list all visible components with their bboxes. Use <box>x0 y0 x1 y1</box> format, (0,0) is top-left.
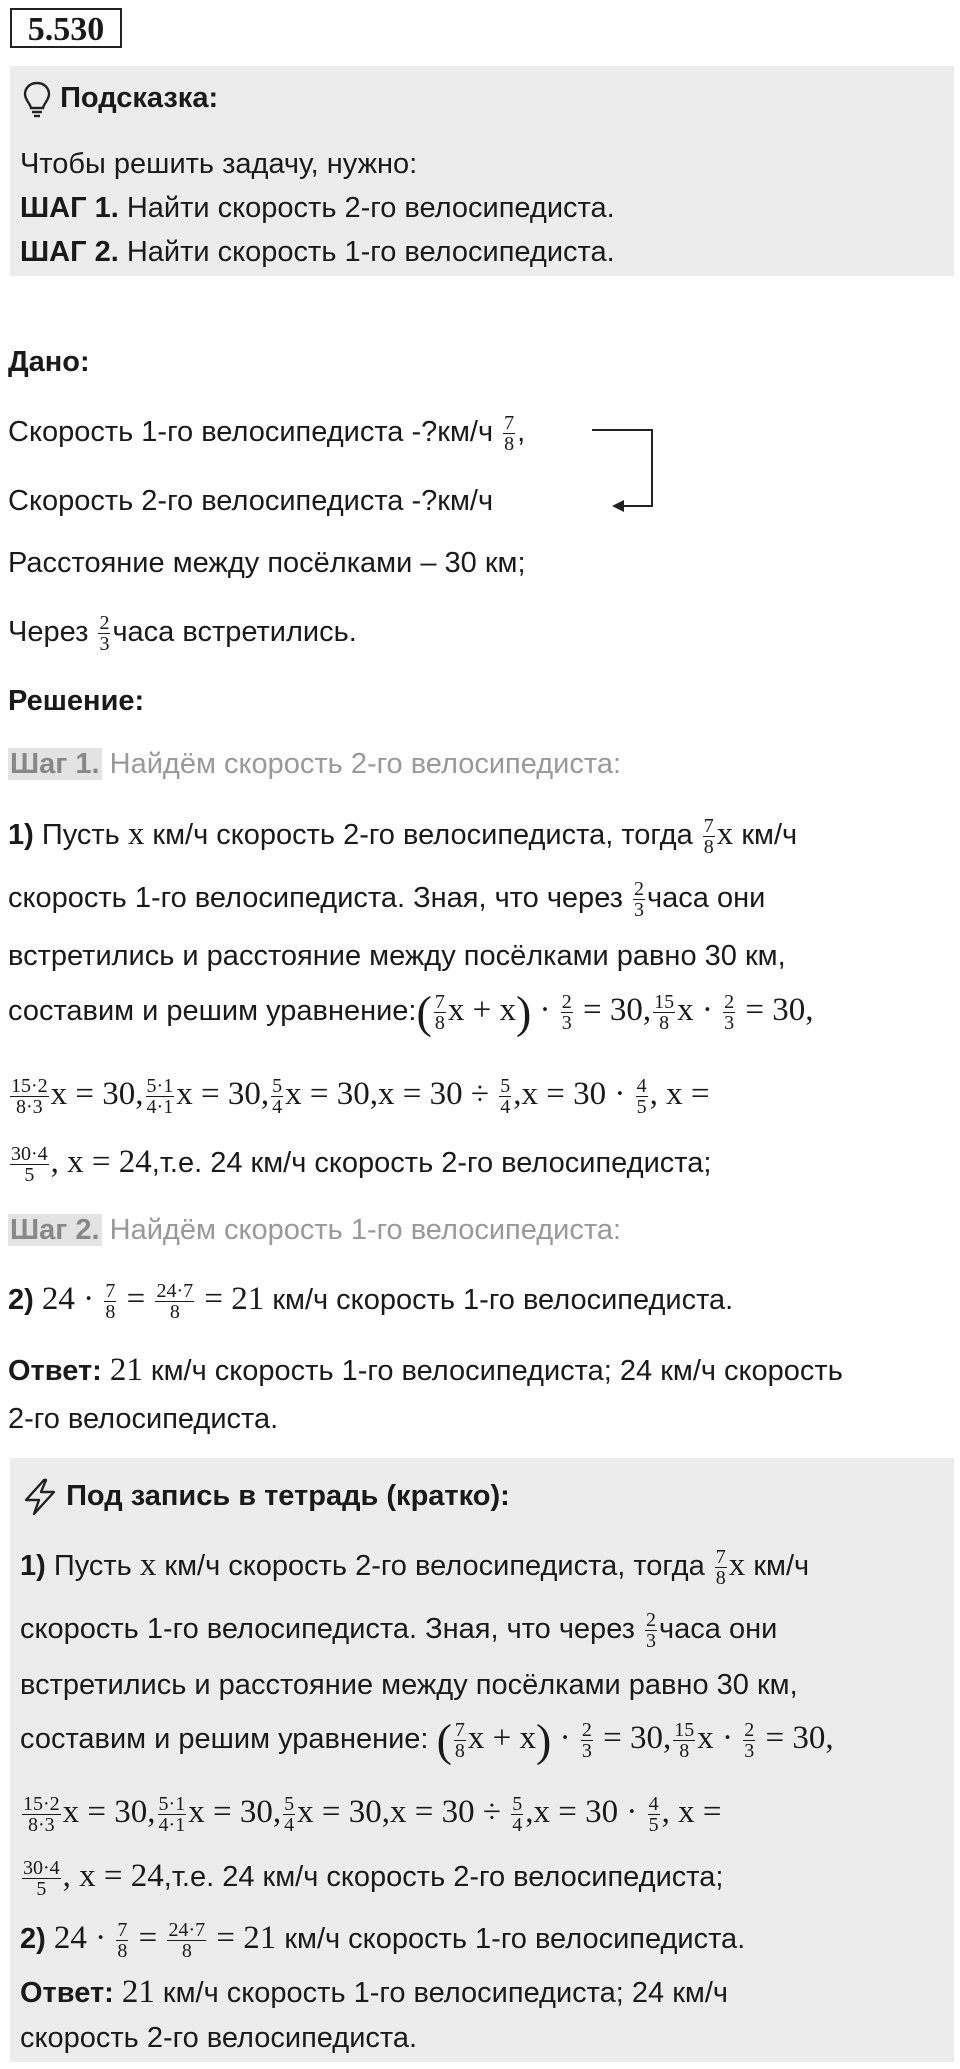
text-fragment: км/ч скорость 1-го велосипедиста; 24 км/ч скорость <box>142 1355 843 1387</box>
fraction <box>454 1720 466 1761</box>
text-fragment: скорость 1-го велосипедиста. Зная, что через <box>8 882 632 914</box>
sol-answer-line2: 2-го велосипедиста. <box>8 1403 279 1435</box>
fraction-numerator: 5 <box>512 1792 523 1815</box>
math-text: , x = <box>661 1794 722 1830</box>
nb-p2 <box>20 1918 745 1961</box>
math-text: = 21 <box>196 1281 265 1317</box>
fraction-numerator: 4 <box>648 1792 659 1815</box>
math-text: x = 30 ÷ <box>389 1794 510 1830</box>
text-fragment: км/ч скорость 1-го велосипедиста. <box>264 1284 734 1316</box>
step2-text: Найдём скорость 1-го велосипедиста: <box>101 1214 622 1246</box>
text-fragment: составим и решим уравнение: <box>8 995 417 1027</box>
math-text: x <box>127 816 145 852</box>
math-text: , <box>525 1794 534 1830</box>
fraction-denominator: 3 <box>646 1629 657 1652</box>
math-text: · <box>551 1720 579 1756</box>
fraction-denominator: 5 <box>648 1813 659 1836</box>
fraction-numerator: 2 <box>724 990 735 1013</box>
fraction <box>167 1920 206 1961</box>
bracket-arrow-icon <box>590 424 660 516</box>
fraction <box>673 1720 695 1761</box>
fraction-numerator: 30·4 <box>23 1856 60 1879</box>
text-fragment: км/ч скорость 1-го велосипедиста. <box>276 1923 746 1955</box>
fraction-denominator: 5 <box>636 1095 647 1118</box>
nb-answer-line1 <box>20 1972 728 2013</box>
fraction-numerator: 15 <box>674 1718 695 1741</box>
fraction <box>743 1720 755 1761</box>
fraction <box>434 992 446 1033</box>
text-fragment: часа они <box>647 882 766 914</box>
math-text: x <box>519 1720 537 1756</box>
fraction-denominator: 8 <box>703 835 714 858</box>
fraction <box>723 992 735 1033</box>
math-text: , x = <box>649 1076 710 1112</box>
bold-label: 1) <box>20 1550 46 1582</box>
math-text: x = 30, <box>50 1076 144 1112</box>
fraction-numerator: 5·1 <box>146 1074 174 1097</box>
bold-label: 2) <box>20 1923 46 1955</box>
given-line1 <box>8 412 525 454</box>
fraction <box>116 1920 128 1961</box>
hint-title: Подсказка: <box>60 82 219 114</box>
math-text: x <box>447 992 465 1028</box>
math-text: x <box>697 1720 714 1756</box>
hint-step1-text: Найти скорость 2-го велосипедиста. <box>118 192 615 224</box>
fraction-numerator: 5 <box>272 1074 283 1097</box>
parenthesis: ) <box>536 1714 552 1766</box>
math-text: , x = 24 <box>50 1144 152 1180</box>
bold-label: Ответ: <box>20 1977 114 2009</box>
bold-label: 1) <box>8 819 34 851</box>
text-fragment: составим и решим уравнение: <box>20 1723 437 1755</box>
fraction <box>636 1076 648 1117</box>
text-fragment: Пусть <box>45 1550 140 1582</box>
math-text: 21 <box>121 1974 155 2010</box>
fraction <box>283 1794 295 1835</box>
fraction-numerator: 2 <box>581 1718 592 1741</box>
fraction-numerator: 7 <box>715 1545 726 1568</box>
math-text: x <box>139 1547 157 1583</box>
step1-text: Найдём скорость 2-го велосипедиста: <box>101 748 622 780</box>
math-text: = 21 <box>208 1920 277 1956</box>
math-text: , x = 24 <box>62 1858 164 1894</box>
text-fragment: ,т.е. 24 км/ч скорость 2-го велосипедиста; <box>151 1147 712 1179</box>
text-fragment: часа встретились. <box>112 616 357 648</box>
sol-p1-line5 <box>8 1074 709 1117</box>
fraction <box>158 1794 187 1835</box>
math-text: = <box>118 1281 154 1317</box>
fraction-denominator: 8 <box>434 1011 445 1034</box>
fraction <box>271 1076 283 1117</box>
fraction-denominator: 8 <box>169 1300 180 1323</box>
text-fragment: км/ч <box>733 819 798 851</box>
sol-p1-line2 <box>8 878 765 920</box>
fraction-denominator: 8 <box>715 1566 726 1589</box>
text-fragment: км/ч скорость 1-го велосипедиста; 24 км/ч <box>154 1977 728 2009</box>
fraction <box>581 1720 593 1761</box>
fraction-numerator: 24·7 <box>168 1918 206 1941</box>
math-text: x = 30 · <box>521 1076 634 1112</box>
sol-p1-line3: встретились и расстояние между посёлками равно 30 км, <box>8 940 786 972</box>
math-text: x = 30 · <box>533 1794 646 1830</box>
fraction-numerator: 7 <box>105 1279 116 1302</box>
fraction-numerator: 5·1 <box>158 1792 186 1815</box>
fraction <box>22 1794 61 1835</box>
fraction <box>22 1858 61 1899</box>
step1-label: Шаг 1. <box>10 748 100 780</box>
math-text: = 30, <box>757 1720 834 1756</box>
nb-p1-line1 <box>20 1545 809 1588</box>
text-fragment: Скорость 1-го велосипедиста -?км/ч <box>8 416 502 448</box>
math-text: + <box>464 992 500 1028</box>
fraction <box>10 1144 49 1185</box>
sol-p1-line1 <box>8 814 797 857</box>
math-text: x = 30, <box>297 1794 390 1830</box>
fraction-denominator: 8 <box>117 1939 128 1962</box>
fraction <box>104 1281 116 1322</box>
problem-number: 5.530 <box>10 8 122 48</box>
fraction <box>645 1610 657 1651</box>
math-text: = <box>130 1920 166 1956</box>
fraction <box>715 1547 727 1588</box>
fraction-denominator: 8·3 <box>28 1813 55 1836</box>
fraction-denominator: 5 <box>24 1163 35 1186</box>
fraction-denominator: 8 <box>679 1739 690 1762</box>
lightning-icon <box>22 1478 58 1516</box>
math-text: = 30, <box>594 1720 672 1756</box>
fraction-denominator: 4 <box>500 1095 511 1118</box>
fraction-numerator: 7 <box>504 411 515 434</box>
frac-2-3 <box>633 879 645 920</box>
fraction-denominator: 3 <box>99 632 110 655</box>
fraction-numerator: 5 <box>500 1074 511 1097</box>
hint-step2 <box>20 232 615 272</box>
math-text: 24 · <box>41 1281 103 1317</box>
math-text: = 30, <box>574 992 652 1028</box>
fraction-denominator: 5 <box>36 1877 47 1900</box>
nb-p1-line2 <box>20 1609 777 1651</box>
bold-label: 2) <box>8 1284 34 1316</box>
math-text: 21 <box>109 1352 143 1388</box>
fraction <box>10 1076 49 1117</box>
hint-intro: Чтобы решить задачу, нужно: <box>20 148 418 180</box>
fraction <box>499 1076 511 1117</box>
fraction-numerator: 30·4 <box>11 1142 48 1165</box>
text-fragment: скорость 1-го велосипедиста. Зная, что через <box>20 1613 644 1645</box>
fraction <box>155 1281 194 1322</box>
text-fragment: Пусть <box>33 819 128 851</box>
solution-title: Решение: <box>8 685 145 717</box>
solution-step2-header <box>8 1210 621 1250</box>
nb-p1-line4 <box>20 1714 834 1766</box>
fraction <box>511 1794 523 1835</box>
fraction-numerator: 2 <box>744 1718 755 1741</box>
answer-label: Ответ: <box>8 1355 102 1387</box>
nb-p1-line5 <box>20 1792 721 1835</box>
fraction-numerator: 2 <box>646 1608 657 1631</box>
fraction-numerator: 15·2 <box>23 1792 60 1815</box>
fraction-numerator: 15·2 <box>11 1074 48 1097</box>
hint-step2-text: Найти скорость 1-го велосипедиста. <box>118 236 615 268</box>
fraction-denominator: 4·1 <box>158 1813 186 1836</box>
fraction-denominator: 4 <box>272 1095 283 1118</box>
math-text: , <box>513 1076 522 1112</box>
fraction-denominator: 8 <box>181 1939 192 1962</box>
fraction-numerator: 7 <box>454 1718 465 1741</box>
fraction-numerator: 7 <box>434 990 445 1013</box>
hint-step1-label: ШАГ 1. <box>20 192 119 224</box>
fraction-denominator: 4·1 <box>146 1095 174 1118</box>
math-text: · <box>693 992 722 1028</box>
fraction-denominator: 3 <box>561 1011 572 1034</box>
fraction-denominator: 4 <box>284 1813 295 1836</box>
fraction <box>648 1794 660 1835</box>
fraction-numerator: 2 <box>99 611 110 634</box>
math-text: x <box>467 1720 485 1756</box>
sol-p2 <box>8 1279 733 1322</box>
fraction-numerator: 5 <box>284 1792 295 1815</box>
given-line2: Скорость 2-го велосипедиста -?км/ч <box>8 485 494 517</box>
fraction-denominator: 8 <box>454 1739 465 1762</box>
math-text: = 30, <box>737 992 814 1028</box>
fraction-denominator: 3 <box>744 1739 755 1762</box>
notebook-title-line <box>22 1476 510 1516</box>
fraction <box>146 1076 175 1117</box>
fraction-numerator: 15 <box>654 990 675 1013</box>
fraction-denominator: 3 <box>724 1011 735 1034</box>
given-title: Дано: <box>8 346 90 378</box>
parenthesis: ( <box>436 1714 452 1766</box>
hint-step1 <box>20 188 615 228</box>
math-text: x <box>499 992 516 1028</box>
hint-step2-label: ШАГ 2. <box>20 236 119 268</box>
sol-p1-line4 <box>8 986 814 1038</box>
math-text: 24 · <box>53 1920 115 1956</box>
math-text: x = 30, <box>62 1794 156 1830</box>
fraction-denominator: 8·3 <box>16 1095 43 1118</box>
nb-p1-line3: встретились и расстояние между посёлками равно 30 км, <box>20 1669 798 1701</box>
given-line4 <box>8 612 357 654</box>
nb-answer-line2: скорость 2-го велосипедиста. <box>20 2022 418 2054</box>
math-text: x = 30, <box>188 1794 282 1830</box>
text-fragment: км/ч скорость 2-го велосипедиста, тогда <box>144 819 701 851</box>
nb-p1-line6 <box>20 1856 723 1899</box>
step2-label: Шаг 2. <box>10 1214 100 1246</box>
fraction-denominator: 3 <box>581 1739 592 1762</box>
fraction <box>653 992 675 1033</box>
fraction-denominator: 8 <box>504 432 515 455</box>
fraction <box>561 992 573 1033</box>
fraction-numerator: 2 <box>634 877 645 900</box>
fraction-numerator: 24·7 <box>156 1279 194 1302</box>
fraction-denominator: 4 <box>512 1813 523 1836</box>
fraction-numerator: 2 <box>561 990 572 1013</box>
math-text: x <box>728 1547 746 1583</box>
given-frac-2-3 <box>98 613 110 654</box>
fraction-denominator: 3 <box>634 898 645 921</box>
solution-step1-header <box>8 744 621 784</box>
hint-title-line <box>22 78 218 118</box>
parenthesis: ) <box>515 986 532 1038</box>
math-text: · <box>531 992 559 1028</box>
math-text: · <box>713 1720 742 1756</box>
math-text: x <box>677 992 694 1028</box>
fraction-denominator: 8 <box>105 1300 116 1323</box>
math-text: x = 30, <box>176 1076 270 1112</box>
math-text: x <box>716 816 734 852</box>
math-text: x = 30, <box>285 1076 378 1112</box>
given-frac-7-8 <box>503 413 515 454</box>
fraction-numerator: 4 <box>636 1074 647 1097</box>
parenthesis: ( <box>416 986 432 1038</box>
lightbulb-icon <box>22 80 52 118</box>
fraction-numerator: 7 <box>117 1918 128 1941</box>
text-fragment: км/ч скорость 2-го велосипедиста, тогда <box>156 1550 713 1582</box>
text-fragment: км/ч <box>745 1550 810 1582</box>
math-text: + <box>484 1720 520 1756</box>
sol-answer-line1 <box>8 1350 843 1391</box>
fraction-numerator: 7 <box>703 814 714 837</box>
text-fragment: часа они <box>659 1613 778 1645</box>
frac-7-8 <box>703 816 715 857</box>
sol-p1-line6 <box>8 1142 711 1185</box>
notebook-title: Под запись в тетрадь (кратко): <box>66 1480 510 1512</box>
text-fragment: ,т.е. 24 км/ч скорость 2-го велосипедиста; <box>163 1861 724 1893</box>
text-fragment: , <box>517 416 526 448</box>
fraction-denominator: 8 <box>659 1011 670 1034</box>
given-line3: Расстояние между посёлками – 30 км; <box>8 547 526 579</box>
text-fragment: Через <box>8 616 97 648</box>
math-text: x = 30 ÷ <box>377 1076 498 1112</box>
